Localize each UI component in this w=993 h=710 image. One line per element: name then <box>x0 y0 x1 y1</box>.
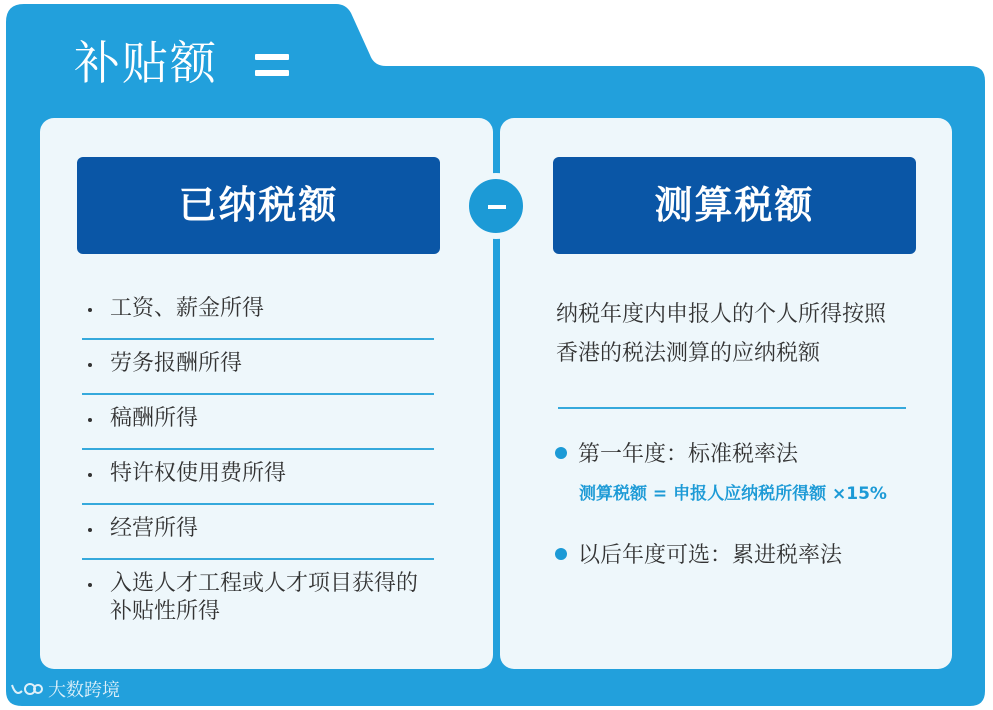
income-type-list <box>82 285 434 641</box>
divider <box>558 407 906 409</box>
paid-tax-header: 已纳税额 <box>77 157 440 254</box>
minus-icon <box>463 173 529 239</box>
watermark: 大数跨境 <box>10 679 120 703</box>
bullet-dot-icon <box>88 363 92 367</box>
estimated-tax-header: 测算税额 <box>553 157 916 254</box>
bullet-dot-icon <box>555 447 567 459</box>
list-item: 入选人才工程或人才项目获得的补贴性所得 <box>82 560 436 641</box>
page-title: 补贴额 <box>74 36 218 90</box>
bullet-dot-icon <box>88 528 92 532</box>
tax-formula: 测算税额 = 申报人应纳税所得额 ×15% <box>579 484 887 504</box>
bullet-dot-icon <box>88 583 92 587</box>
list-item: 稿酬所得 <box>82 395 434 450</box>
bullet-dot-icon <box>88 308 92 312</box>
list-item: 特许权使用费所得 <box>82 450 434 505</box>
bullet-dot-icon <box>88 473 92 477</box>
option-later-years: 以后年度可选：累进税率法 <box>555 541 842 571</box>
bullet-dot-icon <box>88 418 92 422</box>
equals-icon <box>255 54 289 78</box>
estimated-tax-description: 纳税年度内申报人的个人所得按照 香港的税法测算的应纳税额 <box>556 302 887 366</box>
list-item: 工资、薪金所得 <box>82 285 434 340</box>
list-item: 劳务报酬所得 <box>82 340 434 395</box>
bullet-dot-icon <box>555 548 567 560</box>
watermark-logo-icon <box>10 681 44 701</box>
option-first-year: 第一年度：标准税率法 <box>555 440 798 470</box>
list-item: 经营所得 <box>82 505 434 560</box>
